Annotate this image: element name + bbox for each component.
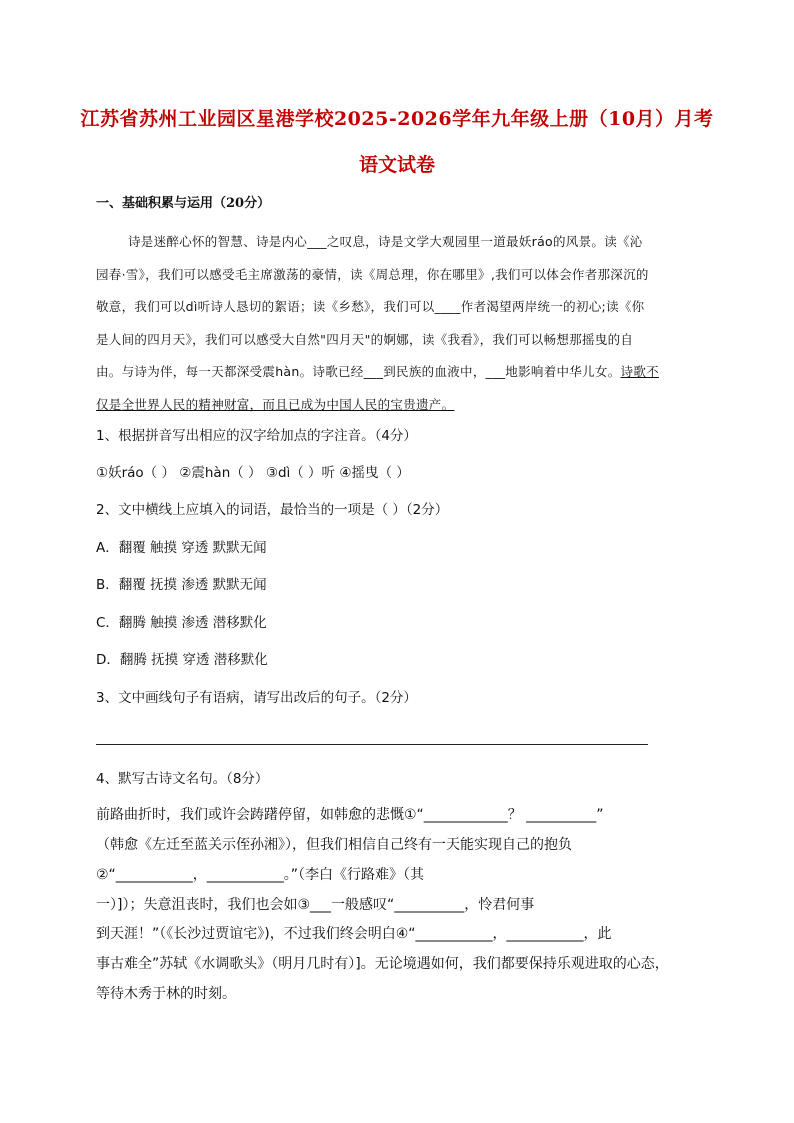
q4-line: 到天涯！”（《长沙过贾谊宅》)，不过我们终会明白④“___________，___________，此	[96, 926, 612, 942]
question-4-passage	[96, 800, 702, 920]
exam-title: 江苏省苏州工业园区星港学校2025-2026学年九年级上册（10月）月考	[80, 108, 714, 130]
question-4: 4、默写古诗文名句。（8分）	[96, 771, 269, 787]
q4-line: 一）]）；失意沮丧时，我们也会如③___一般感叹“__________，怜君何事	[96, 897, 535, 913]
passage-line: 是人间的四月天》，我们可以感受大自然"四月天"的婀娜，读《我看》，我们可以畅想那摇曳的自	[96, 331, 634, 347]
q4-line: ②“___________，___________。”（李白《行路难》（其	[96, 867, 425, 883]
section-heading: 一、基础积累与运用（20分）	[96, 196, 271, 211]
question-3: 3、文中画线句子有语病，请写出改后的句子。（2分）	[96, 690, 417, 706]
question-2: 2、文中横线上应填入的词语，最恰当的一项是（ ）（2分）	[96, 502, 449, 518]
question-1: 1、根据拼音写出相应的汉字给加点的字注音。（4分）	[96, 428, 417, 444]
q4-line: 事古难全”苏轼《水调歌头》（明月几时有）]。无论境遇如何，我们都要保持乐观进取的心态，	[96, 956, 669, 972]
passage-line	[96, 389, 700, 422]
passage-line: 由。与诗为伴，每一天都深受震hàn。诗歌已经___到民族的血液中，___地影响着中华儿女。诗歌不	[96, 364, 659, 379]
passage-line: 敬意，我们可以dì听诗人恳切的絮语；读《乡愁》，我们可以____作者渴望两岸统一的初心;读《你	[96, 299, 645, 314]
q4-line: （韩愈《左迁至蓝关示侄孙湘》），但我们相信自己终有一天能实现自己的抱负	[96, 837, 572, 853]
question-4-passage-cont	[96, 919, 702, 1009]
q4-line: 前路曲折时，我们或许会踌躇停留，如韩愈的悲慨①“____________？ __________”	[96, 807, 604, 823]
question-1-items: ①妖ráo（ ） ②震hàn（ ） ③dì（ ）听 ④摇曳（ ）	[96, 465, 410, 481]
exam-subtitle: 语文试卷	[358, 154, 435, 176]
option-c: C．翻腾 触摸 渗透 潜移默化	[96, 615, 267, 631]
passage-line: 园春·雪》，我们可以感受毛主席激荡的豪情，读《周总理，你在哪里》,我们可以体会作者那深沉的	[96, 266, 649, 282]
underlined-sentence: 仅是全世界人民的精神财富，而且已成为中国人民的宝贵遗产。	[96, 396, 455, 412]
underlined-sentence: 诗歌不	[620, 364, 659, 379]
option-a: A．翻覆 触摸 穿透 默默无闻	[96, 540, 267, 556]
passage-line: 诗是迷醉心怀的智慧、诗是内心___之叹息，诗是文学大观园里一道最妖ráo的风景。读《沁	[128, 234, 643, 249]
q4-line: 等待木秀于林的时刻。	[96, 986, 236, 1002]
reading-passage	[96, 226, 700, 421]
option-d: D．翻腾 抚摸 穿透 潜移默化	[96, 652, 268, 668]
answer-line[interactable]	[96, 744, 648, 745]
option-b: B．翻覆 抚摸 渗透 默默无闻	[96, 577, 267, 593]
